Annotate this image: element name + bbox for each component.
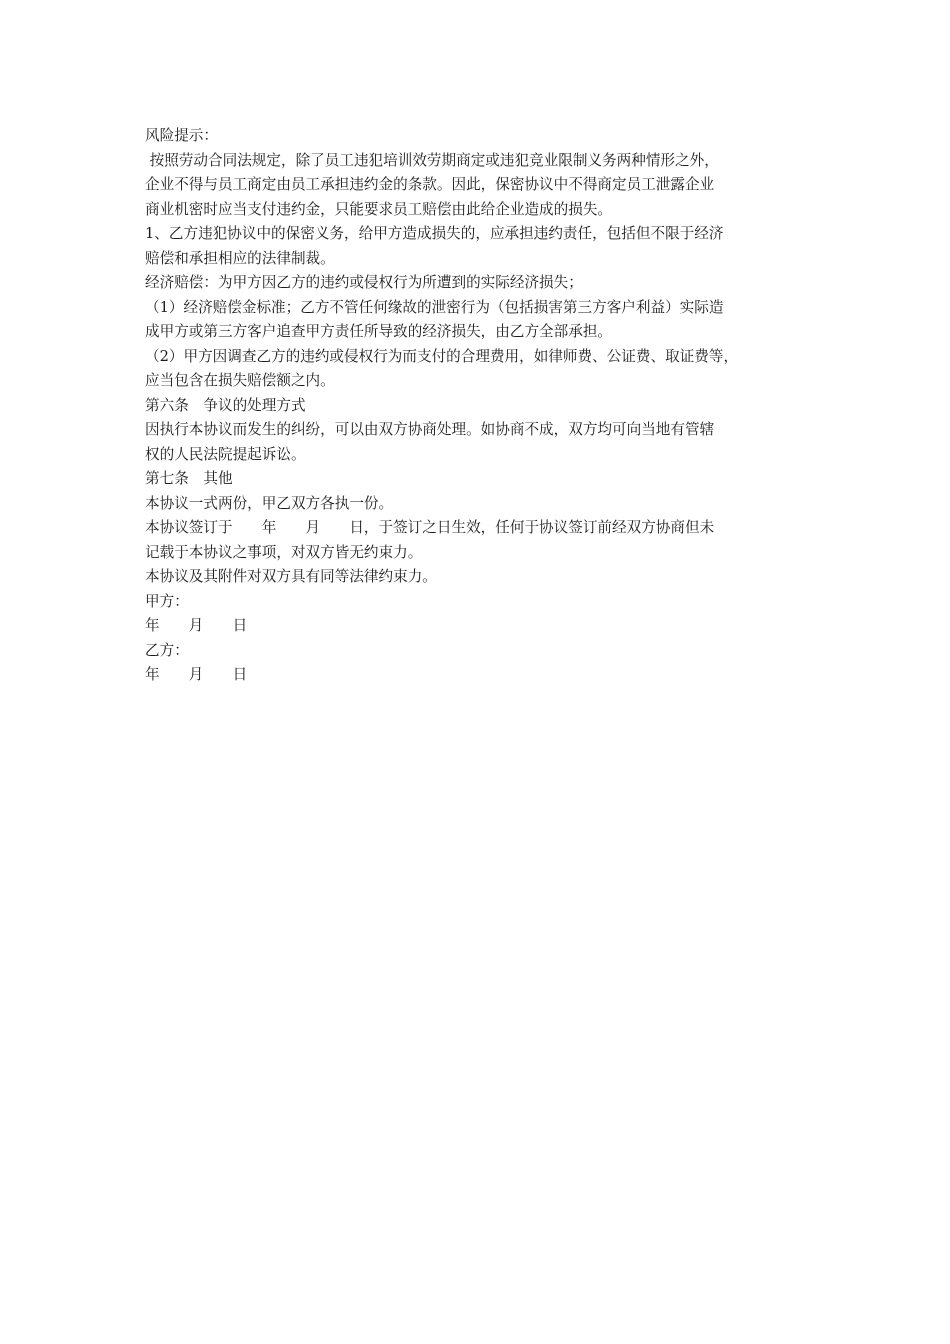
paragraph-line: 赔偿和承担相应的法律制裁。 bbox=[145, 249, 335, 267]
paragraph-line: 权的人民法院提起诉讼。 bbox=[145, 445, 306, 463]
paragraph-line: 本协议一式两份，甲乙双方各执一份。 bbox=[145, 494, 394, 512]
party-b-date: 年 月 日 bbox=[145, 666, 248, 683]
party-a-label: 甲方： bbox=[145, 592, 189, 610]
paragraph-line: 成甲方或第三方客户追查甲方责任所导致的经济损失，由乙方全部承担。 bbox=[145, 323, 613, 340]
paragraph-line: （2）甲方因调查乙方的违约或侵权行为而支付的合理费用，如律师费、公证费、取证费等， bbox=[145, 347, 739, 365]
paragraph-line: 企业不得与员工商定由员工承担违约金的条款。因此，保密协议中不得商定员工泄露企业 bbox=[145, 176, 715, 193]
paragraph-line: 1、乙方违犯协议中的保密义务，给甲方造成损失的，应承担违约责任，包括但不限于经济 bbox=[145, 225, 724, 242]
paragraph-line: 本协议签订于 年 月 日，于签订之日生效，任何于协议签订前经双方协商但未 bbox=[145, 519, 715, 536]
paragraph-line: 按照劳动合同法规定，除了员工违犯培训效劳期商定或违犯竞业限制义务两种情形之外， bbox=[145, 151, 719, 169]
party-a-date: 年 月 日 bbox=[145, 617, 248, 634]
paragraph-line: 因执行本协议而发生的纠纷，可以由双方协商处理。如协商不成，双方均可向当地有管辖 bbox=[145, 421, 715, 438]
party-b-label: 乙方： bbox=[145, 641, 189, 659]
risk-heading: 风险提示： bbox=[145, 127, 218, 144]
paragraph-line: （1）经济赔偿金标准；乙方不管任何缘故的泄密行为（包括损害第三方客户利益）实际造 bbox=[145, 298, 724, 316]
paragraph-line: 记载于本协议之事项，对双方皆无约束力。 bbox=[145, 543, 423, 561]
article-seven-heading: 第七条 其他 bbox=[145, 470, 233, 487]
article-six-heading: 第六条 争议的处理方式 bbox=[145, 396, 306, 414]
paragraph-line: 经济赔偿：为甲方因乙方的违约或侵权行为所遭到的实际经济损失； bbox=[145, 274, 583, 291]
paragraph-line: 商业机密时应当支付违约金，只能要求员工赔偿由此给企业造成的损失。 bbox=[145, 200, 613, 218]
paragraph-line: 本协议及其附件对双方具有同等法律约束力。 bbox=[145, 568, 437, 585]
paragraph-line: 应当包含在损失赔偿额之内。 bbox=[145, 372, 335, 389]
document-body bbox=[145, 124, 820, 688]
